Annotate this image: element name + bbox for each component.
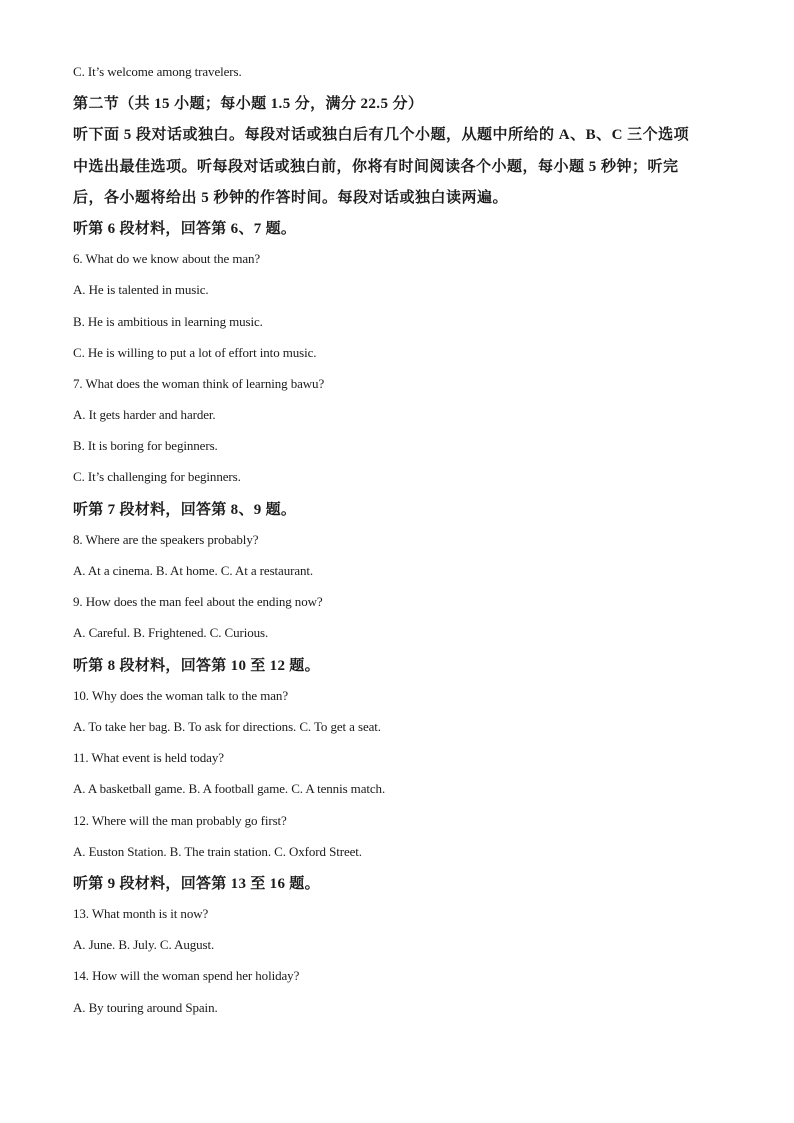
group-heading: 听第 7 段材料，回答第 8、9 题。 bbox=[73, 501, 297, 518]
section-2-instruction-line: 后，各小题将给出 5 秒钟的作答时间。每段对话或独白读两遍。 bbox=[73, 189, 509, 206]
option-line: A. He is talented in music. bbox=[73, 282, 209, 298]
question-14: 14. How will the woman spend her holiday? bbox=[73, 968, 300, 984]
group-heading: 听第 6 段材料，回答第 6、7 题。 bbox=[73, 220, 297, 237]
question-13: 13. What month is it now? bbox=[73, 906, 209, 922]
group-heading: 听第 9 段材料，回答第 13 至 16 题。 bbox=[73, 875, 320, 892]
carry-over-option: C. It’s welcome among travelers. bbox=[73, 64, 242, 79]
question-6: 6. What do we know about the man? bbox=[73, 251, 261, 267]
question-9: 9. How does the man feel about the ending now? bbox=[73, 594, 323, 610]
option-line: B. He is ambitious in learning music. bbox=[73, 313, 263, 329]
option-line: A. To take her bag. B. To ask for directions. C. To get a seat. bbox=[73, 718, 381, 734]
question-12: 12. Where will the man probably go first? bbox=[73, 812, 287, 828]
option-line: A. A basketball game. B. A football game. C. A tennis match. bbox=[73, 781, 386, 797]
question-8: 8. Where are the speakers probably? bbox=[73, 531, 259, 547]
option-line: C. He is willing to put a lot of effort into music. bbox=[73, 344, 317, 360]
section-2-instruction-line: 听下面 5 段对话或独白。每段对话或独白后有几个小题，从题中所给的 A、B、C 三个选项 bbox=[73, 127, 690, 144]
question-11: 11. What event is held today? bbox=[73, 750, 224, 766]
group-heading: 听第 8 段材料，回答第 10 至 12 题。 bbox=[73, 657, 320, 674]
option-line: B. It is boring for beginners. bbox=[73, 438, 218, 454]
option-line: A. June. B. July. C. August. bbox=[73, 937, 215, 953]
question-7: 7. What does the woman think of learning bawu? bbox=[73, 375, 325, 391]
section-2-title: 第二节（共 15 小题；每小题 1.5 分，满分 22.5 分） bbox=[73, 96, 424, 113]
option-line: A. By touring around Spain. bbox=[73, 999, 218, 1015]
option-line: C. It’s challenging for beginners. bbox=[73, 469, 241, 485]
option-line: A. It gets harder and harder. bbox=[73, 407, 216, 423]
option-line: A. At a cinema. B. At home. C. At a restaurant. bbox=[73, 563, 314, 578]
option-line: A. Careful. B. Frightened. C. Curious. bbox=[73, 625, 269, 641]
section-2-instruction-line: 中选出最佳选项。听每段对话或独白前，你将有时间阅读各个小题，每小题 5 秒钟；听完 bbox=[73, 158, 679, 175]
option-line: A. Euston Station. B. The train station. C. Oxford Street. bbox=[73, 843, 362, 859]
question-10: 10. Why does the woman talk to the man? bbox=[73, 687, 289, 703]
exam-page bbox=[73, 64, 733, 1031]
